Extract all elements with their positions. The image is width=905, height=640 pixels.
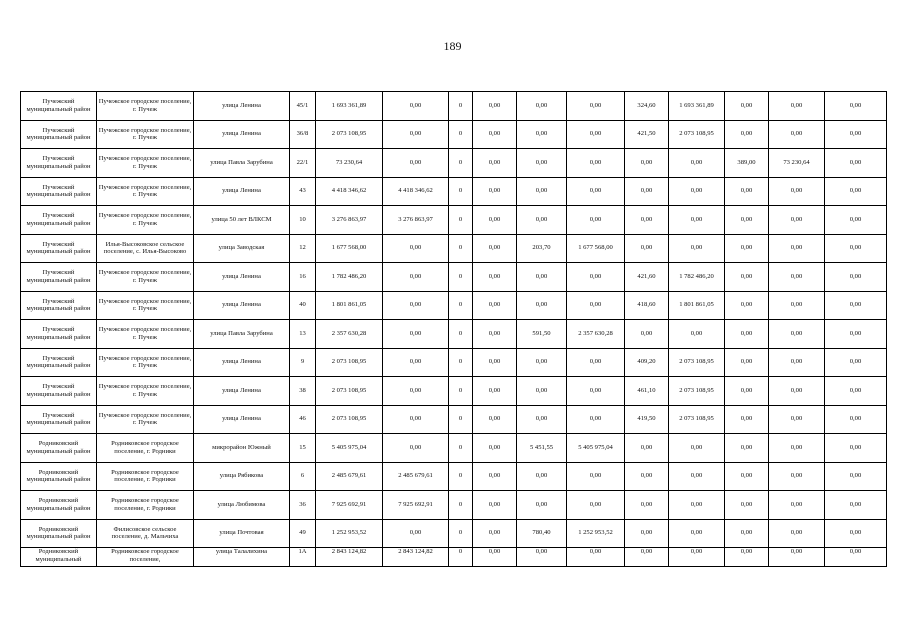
street-cell: улица Заводская	[194, 234, 290, 263]
area-cell: 0,00	[625, 491, 669, 520]
count-cell: 0	[449, 548, 473, 567]
table-row	[21, 120, 887, 149]
amount-cell: 0,00	[567, 291, 625, 320]
amount-cell: 0,00	[769, 548, 825, 567]
settlement-cell: Филисовское сельское поселение, д. Мальчиха	[97, 519, 194, 548]
total-cost-cell: 2 073 108,95	[316, 405, 383, 434]
amount-cell: 0,00	[769, 206, 825, 235]
amount-cell: 0,00	[567, 348, 625, 377]
amount-cell: 0,00	[825, 291, 887, 320]
municipal-district-cell: Пучежский муниципальный район	[21, 149, 97, 178]
street-cell: улица Ленина	[194, 377, 290, 406]
settlement-cell: Родниковское городское поселение, г. Родники	[97, 462, 194, 491]
amount-cell: 0,00	[473, 548, 517, 567]
amount-cell: 0,00	[669, 548, 725, 567]
street-cell: улица Павла Зарубина	[194, 320, 290, 349]
street-cell: микрорайон Южный	[194, 434, 290, 463]
house-number-cell: 36	[290, 491, 316, 520]
cost-cell: 0,00	[383, 377, 449, 406]
amount-cell: 0,00	[769, 462, 825, 491]
amount-cell: 0,00	[473, 519, 517, 548]
cost-cell: 3 276 863,97	[383, 206, 449, 235]
total-cost-cell: 7 925 692,91	[316, 491, 383, 520]
area-cell: 0,00	[517, 348, 567, 377]
municipal-district-cell: Пучежский муниципальный район	[21, 348, 97, 377]
amount-cell: 0,00	[769, 320, 825, 349]
house-number-cell: 40	[290, 291, 316, 320]
amount-cell: 0,00	[825, 377, 887, 406]
total-cost-cell: 1 693 361,89	[316, 92, 383, 121]
total-cost-cell: 5 405 975,04	[316, 434, 383, 463]
area-cell: 0,00	[517, 263, 567, 292]
amount-cell: 0,00	[567, 177, 625, 206]
amount-cell: 0,00	[769, 291, 825, 320]
amount-cell: 0,00	[769, 92, 825, 121]
municipal-district-cell: Пучежский муниципальный район	[21, 177, 97, 206]
count-cell: 0	[449, 291, 473, 320]
amount-cell: 0,00	[769, 405, 825, 434]
amount-cell: 0,00	[669, 234, 725, 263]
cost-cell: 0,00	[383, 320, 449, 349]
amount-cell: 0,00	[669, 491, 725, 520]
house-number-cell: 6	[290, 462, 316, 491]
municipal-district-cell: Пучежский муниципальный район	[21, 405, 97, 434]
area-cell: 0,00	[517, 177, 567, 206]
amount-cell: 0,00	[825, 491, 887, 520]
table-row	[21, 320, 887, 349]
area-cell: 0,00	[625, 519, 669, 548]
area-cell: 5 451,55	[517, 434, 567, 463]
house-number-cell: 45/1	[290, 92, 316, 121]
amount-cell: 0,00	[567, 405, 625, 434]
cost-cell: 0,00	[383, 92, 449, 121]
settlement-cell: Родниковское городское поселение, г. Родники	[97, 491, 194, 520]
area-cell: 0,00	[517, 291, 567, 320]
amount-cell: 0,00	[473, 149, 517, 178]
area-cell: 0,00	[625, 320, 669, 349]
amount-cell: 0,00	[825, 177, 887, 206]
count-cell: 0	[449, 320, 473, 349]
area-cell: 0,00	[725, 434, 769, 463]
table-row	[21, 462, 887, 491]
count-cell: 0	[449, 519, 473, 548]
municipal-district-cell: Пучежский муниципальный район	[21, 120, 97, 149]
total-cost-cell: 1 782 486,20	[316, 263, 383, 292]
street-cell: улица Павла Зарубина	[194, 149, 290, 178]
municipal-district-cell: Родниковский муниципальный район	[21, 491, 97, 520]
area-cell: 0,00	[625, 177, 669, 206]
amount-cell: 0,00	[769, 377, 825, 406]
cost-cell: 2 843 124,82	[383, 548, 449, 567]
amount-cell: 0,00	[567, 377, 625, 406]
amount-cell: 0,00	[669, 149, 725, 178]
amount-cell: 0,00	[669, 320, 725, 349]
table-body	[21, 92, 887, 567]
municipal-district-cell: Пучежский муниципальный район	[21, 377, 97, 406]
area-cell: 0,00	[725, 491, 769, 520]
municipal-district-cell: Пучежский муниципальный район	[21, 263, 97, 292]
settlement-cell: Пучежское городское поселение, г. Пучеж	[97, 291, 194, 320]
house-number-cell: 46	[290, 405, 316, 434]
area-cell: 0,00	[725, 548, 769, 567]
total-cost-cell: 2 073 108,95	[316, 348, 383, 377]
total-cost-cell: 2 073 108,95	[316, 377, 383, 406]
table-row	[21, 519, 887, 548]
amount-cell: 0,00	[669, 519, 725, 548]
street-cell: улица Рябикова	[194, 462, 290, 491]
amount-cell: 1 693 361,89	[669, 92, 725, 121]
table-row	[21, 149, 887, 178]
area-cell: 0,00	[517, 462, 567, 491]
area-cell: 0,00	[725, 519, 769, 548]
amount-cell: 0,00	[669, 434, 725, 463]
amount-cell: 0,00	[825, 462, 887, 491]
street-cell: улица Ленина	[194, 348, 290, 377]
amount-cell: 0,00	[473, 348, 517, 377]
cost-cell: 7 925 692,91	[383, 491, 449, 520]
page-number: 189	[443, 39, 462, 53]
amount-cell: 0,00	[473, 405, 517, 434]
municipal-district-cell: Пучежский муниципальный район	[21, 291, 97, 320]
cost-cell: 0,00	[383, 519, 449, 548]
count-cell: 0	[449, 92, 473, 121]
amount-cell: 0,00	[769, 120, 825, 149]
municipal-district-cell: Пучежский муниципальный район	[21, 234, 97, 263]
house-number-cell: 38	[290, 377, 316, 406]
amount-cell: 2 073 108,95	[669, 377, 725, 406]
street-cell: улица Любимова	[194, 491, 290, 520]
area-cell: 419,50	[625, 405, 669, 434]
count-cell: 0	[449, 177, 473, 206]
settlement-cell: Пучежское городское поселение, г. Пучеж	[97, 320, 194, 349]
table-row	[21, 491, 887, 520]
house-number-cell: 13	[290, 320, 316, 349]
amount-cell: 0,00	[825, 519, 887, 548]
amount-cell: 0,00	[825, 405, 887, 434]
amount-cell: 0,00	[567, 206, 625, 235]
area-cell: 0,00	[625, 434, 669, 463]
cost-cell: 0,00	[383, 291, 449, 320]
area-cell: 421,60	[625, 263, 669, 292]
cost-cell: 0,00	[383, 434, 449, 463]
house-number-cell: 22/1	[290, 149, 316, 178]
house-number-cell: 43	[290, 177, 316, 206]
amount-cell: 0,00	[825, 348, 887, 377]
amount-cell: 5 405 975,04	[567, 434, 625, 463]
area-cell: 0,00	[517, 149, 567, 178]
amount-cell: 0,00	[769, 234, 825, 263]
area-cell: 0,00	[517, 120, 567, 149]
count-cell: 0	[449, 120, 473, 149]
house-number-cell: 16	[290, 263, 316, 292]
settlement-cell: Пучежское городское поселение, г. Пучеж	[97, 348, 194, 377]
amount-cell: 0,00	[473, 92, 517, 121]
amount-cell: 0,00	[769, 519, 825, 548]
amount-cell: 0,00	[567, 462, 625, 491]
cost-cell: 0,00	[383, 149, 449, 178]
total-cost-cell: 4 418 346,62	[316, 177, 383, 206]
total-cost-cell: 3 276 863,97	[316, 206, 383, 235]
housing-register-table	[20, 91, 887, 567]
amount-cell: 0,00	[473, 234, 517, 263]
total-cost-cell: 73 230,64	[316, 149, 383, 178]
table-row	[21, 234, 887, 263]
table-row	[21, 434, 887, 463]
amount-cell: 0,00	[825, 92, 887, 121]
count-cell: 0	[449, 377, 473, 406]
area-cell: 0,00	[725, 377, 769, 406]
area-cell: 0,00	[725, 263, 769, 292]
house-number-cell: 10	[290, 206, 316, 235]
house-number-cell: 36/8	[290, 120, 316, 149]
amount-cell: 0,00	[669, 177, 725, 206]
count-cell: 0	[449, 405, 473, 434]
area-cell: 0,00	[725, 177, 769, 206]
cost-cell: 0,00	[383, 120, 449, 149]
area-cell: 418,60	[625, 291, 669, 320]
count-cell: 0	[449, 491, 473, 520]
area-cell: 0,00	[725, 405, 769, 434]
street-cell: улица Ленина	[194, 263, 290, 292]
street-cell: улица Ленина	[194, 177, 290, 206]
amount-cell: 0,00	[473, 320, 517, 349]
amount-cell: 0,00	[473, 462, 517, 491]
amount-cell: 0,00	[567, 120, 625, 149]
area-cell: 0,00	[725, 320, 769, 349]
municipal-district-cell: Родниковский муниципальный район	[21, 519, 97, 548]
street-cell: улица Ленина	[194, 291, 290, 320]
settlement-cell: Пучежское городское поселение, г. Пучеж	[97, 206, 194, 235]
settlement-cell: Пучежское городское поселение, г. Пучеж	[97, 377, 194, 406]
area-cell: 0,00	[517, 206, 567, 235]
amount-cell: 73 230,64	[769, 149, 825, 178]
settlement-cell: Родниковское городское поселение,	[97, 548, 194, 567]
municipal-district-cell: Родниковский муниципальный район	[21, 434, 97, 463]
cost-cell: 2 485 679,61	[383, 462, 449, 491]
amount-cell: 0,00	[473, 291, 517, 320]
municipal-district-cell: Пучежский муниципальный район	[21, 92, 97, 121]
area-cell: 0,00	[517, 377, 567, 406]
area-cell: 0,00	[625, 149, 669, 178]
street-cell: улица Ленина	[194, 405, 290, 434]
amount-cell: 0,00	[769, 263, 825, 292]
settlement-cell: Пучежское городское поселение, г. Пучеж	[97, 405, 194, 434]
street-cell: улица Ленина	[194, 92, 290, 121]
cost-cell: 0,00	[383, 405, 449, 434]
settlement-cell: Пучежское городское поселение, г. Пучеж	[97, 177, 194, 206]
amount-cell: 2 073 108,95	[669, 120, 725, 149]
amount-cell: 0,00	[769, 177, 825, 206]
amount-cell: 1 677 568,00	[567, 234, 625, 263]
amount-cell: 0,00	[567, 263, 625, 292]
municipal-district-cell: Родниковский муниципальный	[21, 548, 97, 567]
amount-cell: 0,00	[473, 263, 517, 292]
count-cell: 0	[449, 462, 473, 491]
amount-cell: 0,00	[473, 120, 517, 149]
count-cell: 0	[449, 348, 473, 377]
area-cell: 0,00	[517, 548, 567, 567]
area-cell: 461,10	[625, 377, 669, 406]
amount-cell: 1 801 861,05	[669, 291, 725, 320]
total-cost-cell: 2 843 124,82	[316, 548, 383, 567]
amount-cell: 0,00	[473, 491, 517, 520]
area-cell: 324,60	[625, 92, 669, 121]
table-row	[21, 263, 887, 292]
amount-cell: 0,00	[769, 434, 825, 463]
area-cell: 0,00	[517, 92, 567, 121]
amount-cell: 0,00	[825, 206, 887, 235]
amount-cell: 0,00	[473, 206, 517, 235]
amount-cell: 0,00	[825, 320, 887, 349]
amount-cell: 0,00	[825, 234, 887, 263]
amount-cell: 0,00	[567, 149, 625, 178]
area-cell: 0,00	[625, 548, 669, 567]
cost-cell: 0,00	[383, 348, 449, 377]
house-number-cell: 1А	[290, 548, 316, 567]
cost-cell: 0,00	[383, 263, 449, 292]
amount-cell: 0,00	[473, 434, 517, 463]
municipal-district-cell: Родниковский муниципальный район	[21, 462, 97, 491]
area-cell: 0,00	[725, 348, 769, 377]
area-cell: 389,00	[725, 149, 769, 178]
table-row	[21, 377, 887, 406]
area-cell: 409,20	[625, 348, 669, 377]
total-cost-cell: 2 073 108,95	[316, 120, 383, 149]
amount-cell: 0,00	[567, 491, 625, 520]
total-cost-cell: 2 485 679,61	[316, 462, 383, 491]
street-cell: улица 50 лет ВЛКСМ	[194, 206, 290, 235]
amount-cell: 1 252 953,52	[567, 519, 625, 548]
settlement-cell: Пучежское городское поселение, г. Пучеж	[97, 92, 194, 121]
amount-cell: 0,00	[825, 120, 887, 149]
house-number-cell: 15	[290, 434, 316, 463]
amount-cell: 1 782 486,20	[669, 263, 725, 292]
total-cost-cell: 1 801 861,05	[316, 291, 383, 320]
table-row	[21, 291, 887, 320]
total-cost-cell: 1 677 568,00	[316, 234, 383, 263]
count-cell: 0	[449, 263, 473, 292]
amount-cell: 0,00	[825, 434, 887, 463]
table-row	[21, 548, 887, 567]
amount-cell: 0,00	[825, 149, 887, 178]
area-cell: 421,50	[625, 120, 669, 149]
area-cell: 0,00	[725, 291, 769, 320]
amount-cell: 0,00	[669, 462, 725, 491]
count-cell: 0	[449, 434, 473, 463]
settlement-cell: Илья-Высоковское сельское поселение, с. Илья-Высоково	[97, 234, 194, 263]
total-cost-cell: 2 357 630,28	[316, 320, 383, 349]
area-cell: 0,00	[625, 206, 669, 235]
amount-cell: 0,00	[567, 92, 625, 121]
amount-cell: 2 073 108,95	[669, 405, 725, 434]
cost-cell: 0,00	[383, 234, 449, 263]
count-cell: 0	[449, 234, 473, 263]
amount-cell: 0,00	[769, 491, 825, 520]
total-cost-cell: 1 252 953,52	[316, 519, 383, 548]
street-cell: улица Ленина	[194, 120, 290, 149]
area-cell: 0,00	[517, 405, 567, 434]
amount-cell: 0,00	[567, 548, 625, 567]
street-cell: улица Почтовая	[194, 519, 290, 548]
area-cell: 0,00	[725, 206, 769, 235]
area-cell: 0,00	[625, 234, 669, 263]
count-cell: 0	[449, 149, 473, 178]
settlement-cell: Пучежское городское поселение, г. Пучеж	[97, 120, 194, 149]
table-row	[21, 405, 887, 434]
settlement-cell: Пучежское городское поселение, г. Пучеж	[97, 149, 194, 178]
amount-cell: 0,00	[825, 548, 887, 567]
area-cell: 591,50	[517, 320, 567, 349]
municipal-district-cell: Пучежский муниципальный район	[21, 206, 97, 235]
area-cell: 0,00	[725, 92, 769, 121]
area-cell: 203,70	[517, 234, 567, 263]
amount-cell: 0,00	[825, 263, 887, 292]
table-row	[21, 348, 887, 377]
house-number-cell: 12	[290, 234, 316, 263]
settlement-cell: Пучежское городское поселение, г. Пучеж	[97, 263, 194, 292]
amount-cell: 0,00	[769, 348, 825, 377]
amount-cell: 0,00	[473, 177, 517, 206]
area-cell: 0,00	[725, 462, 769, 491]
cost-cell: 4 418 346,62	[383, 177, 449, 206]
municipal-district-cell: Пучежский муниципальный район	[21, 320, 97, 349]
area-cell: 0,00	[725, 120, 769, 149]
house-number-cell: 49	[290, 519, 316, 548]
settlement-cell: Родниковское городское поселение, г. Родники	[97, 434, 194, 463]
area-cell: 0,00	[725, 234, 769, 263]
amount-cell: 0,00	[669, 206, 725, 235]
area-cell: 780,40	[517, 519, 567, 548]
area-cell: 0,00	[625, 462, 669, 491]
table-row	[21, 206, 887, 235]
street-cell: улица Талалихина	[194, 548, 290, 567]
amount-cell: 2 073 108,95	[669, 348, 725, 377]
amount-cell: 0,00	[473, 377, 517, 406]
amount-cell: 2 357 630,28	[567, 320, 625, 349]
house-number-cell: 9	[290, 348, 316, 377]
count-cell: 0	[449, 206, 473, 235]
area-cell: 0,00	[517, 491, 567, 520]
table-row	[21, 177, 887, 206]
table-row	[21, 92, 887, 121]
